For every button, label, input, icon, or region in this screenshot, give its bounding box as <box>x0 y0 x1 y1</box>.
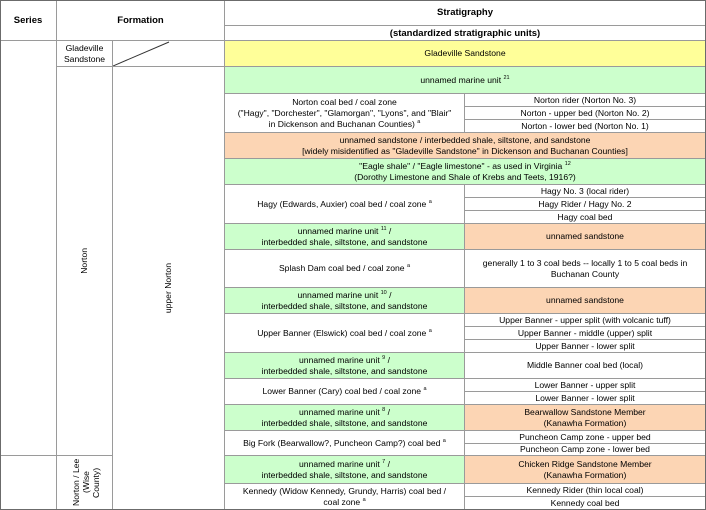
row-unnamed-marine-11: unnamed marine unit $^{11}$ / interbedded shale, siltstone, and sandstone <box>225 224 465 250</box>
upper-norton-member <box>113 67 225 510</box>
r12-text: Lower Banner (Cary) coal bed / coal zone <box>262 386 422 396</box>
row-unnamed-marine-8: unnamed marine unit $^8$ / interbedded shale, siltstone, and sandstone <box>225 405 465 431</box>
r11-footnote: 9 <box>382 354 386 361</box>
row-unnamed-sandstone <box>225 133 706 159</box>
kennedy-rider: Kennedy Rider (thin local coal) <box>465 484 706 497</box>
hagy-rider: Hagy Rider / Hagy No. 2 <box>465 198 706 211</box>
row-kennedy <box>225 484 465 510</box>
series-norton-cell <box>0 456 57 510</box>
r11-line1: unnamed marine unit <box>299 354 380 365</box>
r8-text: Splash Dam coal bed / coal zone <box>278 263 405 273</box>
r4-line2: [widely misidentified as "Gladeville Sandstone" in Dickenson and Buchanan Counties] <box>302 145 628 156</box>
r6-text: Hagy (Edwards, Auxier) coal bed / coal zone <box>257 198 427 209</box>
r15-right-line1: Chicken Ridge Sandstone Member <box>518 458 652 469</box>
lower-banner-upper-split: Lower Banner - upper split <box>465 379 706 392</box>
r7-line2: interbedded shale, siltstone, and sandstone <box>261 236 428 247</box>
r14-footnote: a <box>442 437 446 444</box>
r16-footnote: a <box>362 496 366 503</box>
lower-banner-lower-split: Lower Banner - lower split <box>465 392 706 405</box>
row-lower-banner <box>225 379 465 405</box>
r13-footnote: 8 <box>382 406 386 413</box>
chicken-ridge-sandstone <box>465 456 706 484</box>
r6-footnote: a <box>428 198 432 205</box>
r2-text: unnamed marine unit <box>420 74 502 85</box>
bearwallow-sandstone <box>465 405 706 431</box>
header-formation: Formation <box>57 0 225 41</box>
row-eagle-shale <box>225 159 706 185</box>
r9-line2: interbedded shale, siltstone, and sandstone <box>261 300 428 311</box>
unnamed-sandstone-2: unnamed sandstone <box>465 288 706 314</box>
series-column-blank <box>0 41 57 456</box>
header-series: Series <box>0 0 57 41</box>
row-gladeville-sandstone: Gladeville Sandstone <box>225 41 706 67</box>
norton-lee-formation <box>57 456 113 510</box>
r5-line2: (Dorothy Limestone and Shale of Krebs and Teets, 1916?) <box>354 171 576 182</box>
r10-footnote: a <box>428 327 432 334</box>
r5-line1: "Eagle shale" / "Eagle limestone" - as used in Virginia <box>359 160 563 171</box>
puncheon-camp-upper: Puncheon Camp zone - upper bed <box>465 431 706 444</box>
row-big-fork <box>225 431 465 456</box>
norton-formation-label: Norton <box>79 248 89 274</box>
unnamed-sandstone-1: unnamed sandstone <box>465 224 706 250</box>
norton-upper-bed: Norton - upper bed (Norton No. 2) <box>465 107 706 120</box>
middle-banner: Middle Banner coal bed (local) <box>465 353 706 379</box>
r2-footnote: 21 <box>503 74 510 81</box>
upper-banner-middle-split: Upper Banner - middle (upper) split <box>465 327 706 340</box>
r15-line1: unnamed marine unit <box>299 458 380 469</box>
norton-rider: Norton rider (Norton No. 3) <box>465 94 706 107</box>
r5-footnote: 12 <box>564 160 571 167</box>
r13-line1: unnamed marine unit <box>299 406 380 417</box>
upper-banner-lower-split: Upper Banner - lower split <box>465 340 706 353</box>
r11-line2: interbedded shale, siltstone, and sandstone <box>261 365 428 376</box>
r9-footnote: 10 <box>380 289 387 296</box>
row-norton-coal-zone <box>225 94 465 133</box>
upper-banner-upper-split: Upper Banner - upper split (with volcanic tuff) <box>465 314 706 327</box>
r10-text: Upper Banner (Elswick) coal bed / coal zone <box>257 327 427 338</box>
row-unnamed-marine-7: unnamed marine unit $^7$ / interbedded shale, siltstone, and sandstone <box>225 456 465 484</box>
row-unnamed-marine-9: unnamed marine unit $^9$ / interbedded shale, siltstone, and sandstone <box>225 353 465 379</box>
row-hagy-coal-zone <box>225 185 465 224</box>
r16-line2: coal zone <box>323 496 361 507</box>
hagy-coal-bed: Hagy coal bed <box>465 211 706 224</box>
header-standardized: (standardized stratigraphic units) <box>225 26 706 41</box>
r4-line1: unnamed sandstone / interbedded shale, siltstone, and sandstone <box>339 134 591 145</box>
gladeville-formation: Gladeville Sandstone <box>57 41 113 67</box>
kennedy-coal-bed: Kennedy coal bed <box>465 497 706 510</box>
row-upper-banner <box>225 314 465 353</box>
norton-lower-bed: Norton - lower bed (Norton No. 1) <box>465 120 706 133</box>
row-unnamed-marine-10: unnamed marine unit $^{10}$ / interbedded shale, siltstone, and sandstone <box>225 288 465 314</box>
r13-line2: interbedded shale, siltstone, and sandstone <box>261 417 428 428</box>
gladeville-diagonal-cell <box>113 41 225 67</box>
r14-text: Big Fork (Bearwallow?, Puncheon Camp?) coal bed <box>243 437 441 448</box>
r13-right-line1: Bearwallow Sandstone Member <box>524 406 646 417</box>
header-stratigraphy: Stratigraphy <box>225 0 706 26</box>
r3-footnote: a <box>417 118 421 125</box>
r9-line1: unnamed marine unit <box>297 289 379 300</box>
r3-line1: Norton coal bed / coal zone <box>292 96 397 107</box>
r8-footnote: a <box>406 263 411 270</box>
puncheon-camp-lower: Puncheon Camp zone - lower bed <box>465 444 706 456</box>
r3-line3: in Dickenson and Buchanan Counties) <box>268 118 415 129</box>
r16-line1: Kennedy (Widow Kennedy, Grundy, Harris) coal bed / <box>242 485 447 496</box>
r13-right-line2: (Kanawha Formation) <box>543 417 627 428</box>
norton-formation <box>57 67 113 456</box>
r7-footnote: 11 <box>380 225 387 232</box>
hagy-no3: Hagy No. 3 (local rider) <box>465 185 706 198</box>
r15-line2: interbedded shale, siltstone, and sandstone <box>261 469 428 480</box>
splash-dam-beds: generally 1 to 3 coal beds -- locally 1 to 5 coal beds in Buchanan County <box>465 250 706 288</box>
upper-norton-label: upper Norton <box>163 262 173 314</box>
r15-footnote: 7 <box>382 458 386 465</box>
r12-footnote: a <box>423 386 427 393</box>
r7-line1: unnamed marine unit <box>297 225 379 236</box>
row-unnamed-marine-21 <box>225 67 706 94</box>
r15-right-line2: (Kanawha Formation) <box>543 469 627 480</box>
norton-lee-label: Norton / Lee (Wise County) <box>70 458 101 507</box>
diagonal-divider <box>113 41 225 67</box>
r3-line2: ("Hagy", "Dorchester", "Glamorgan", "Lyons", and "Blair" <box>237 107 452 118</box>
row-splash-dam <box>225 250 465 288</box>
